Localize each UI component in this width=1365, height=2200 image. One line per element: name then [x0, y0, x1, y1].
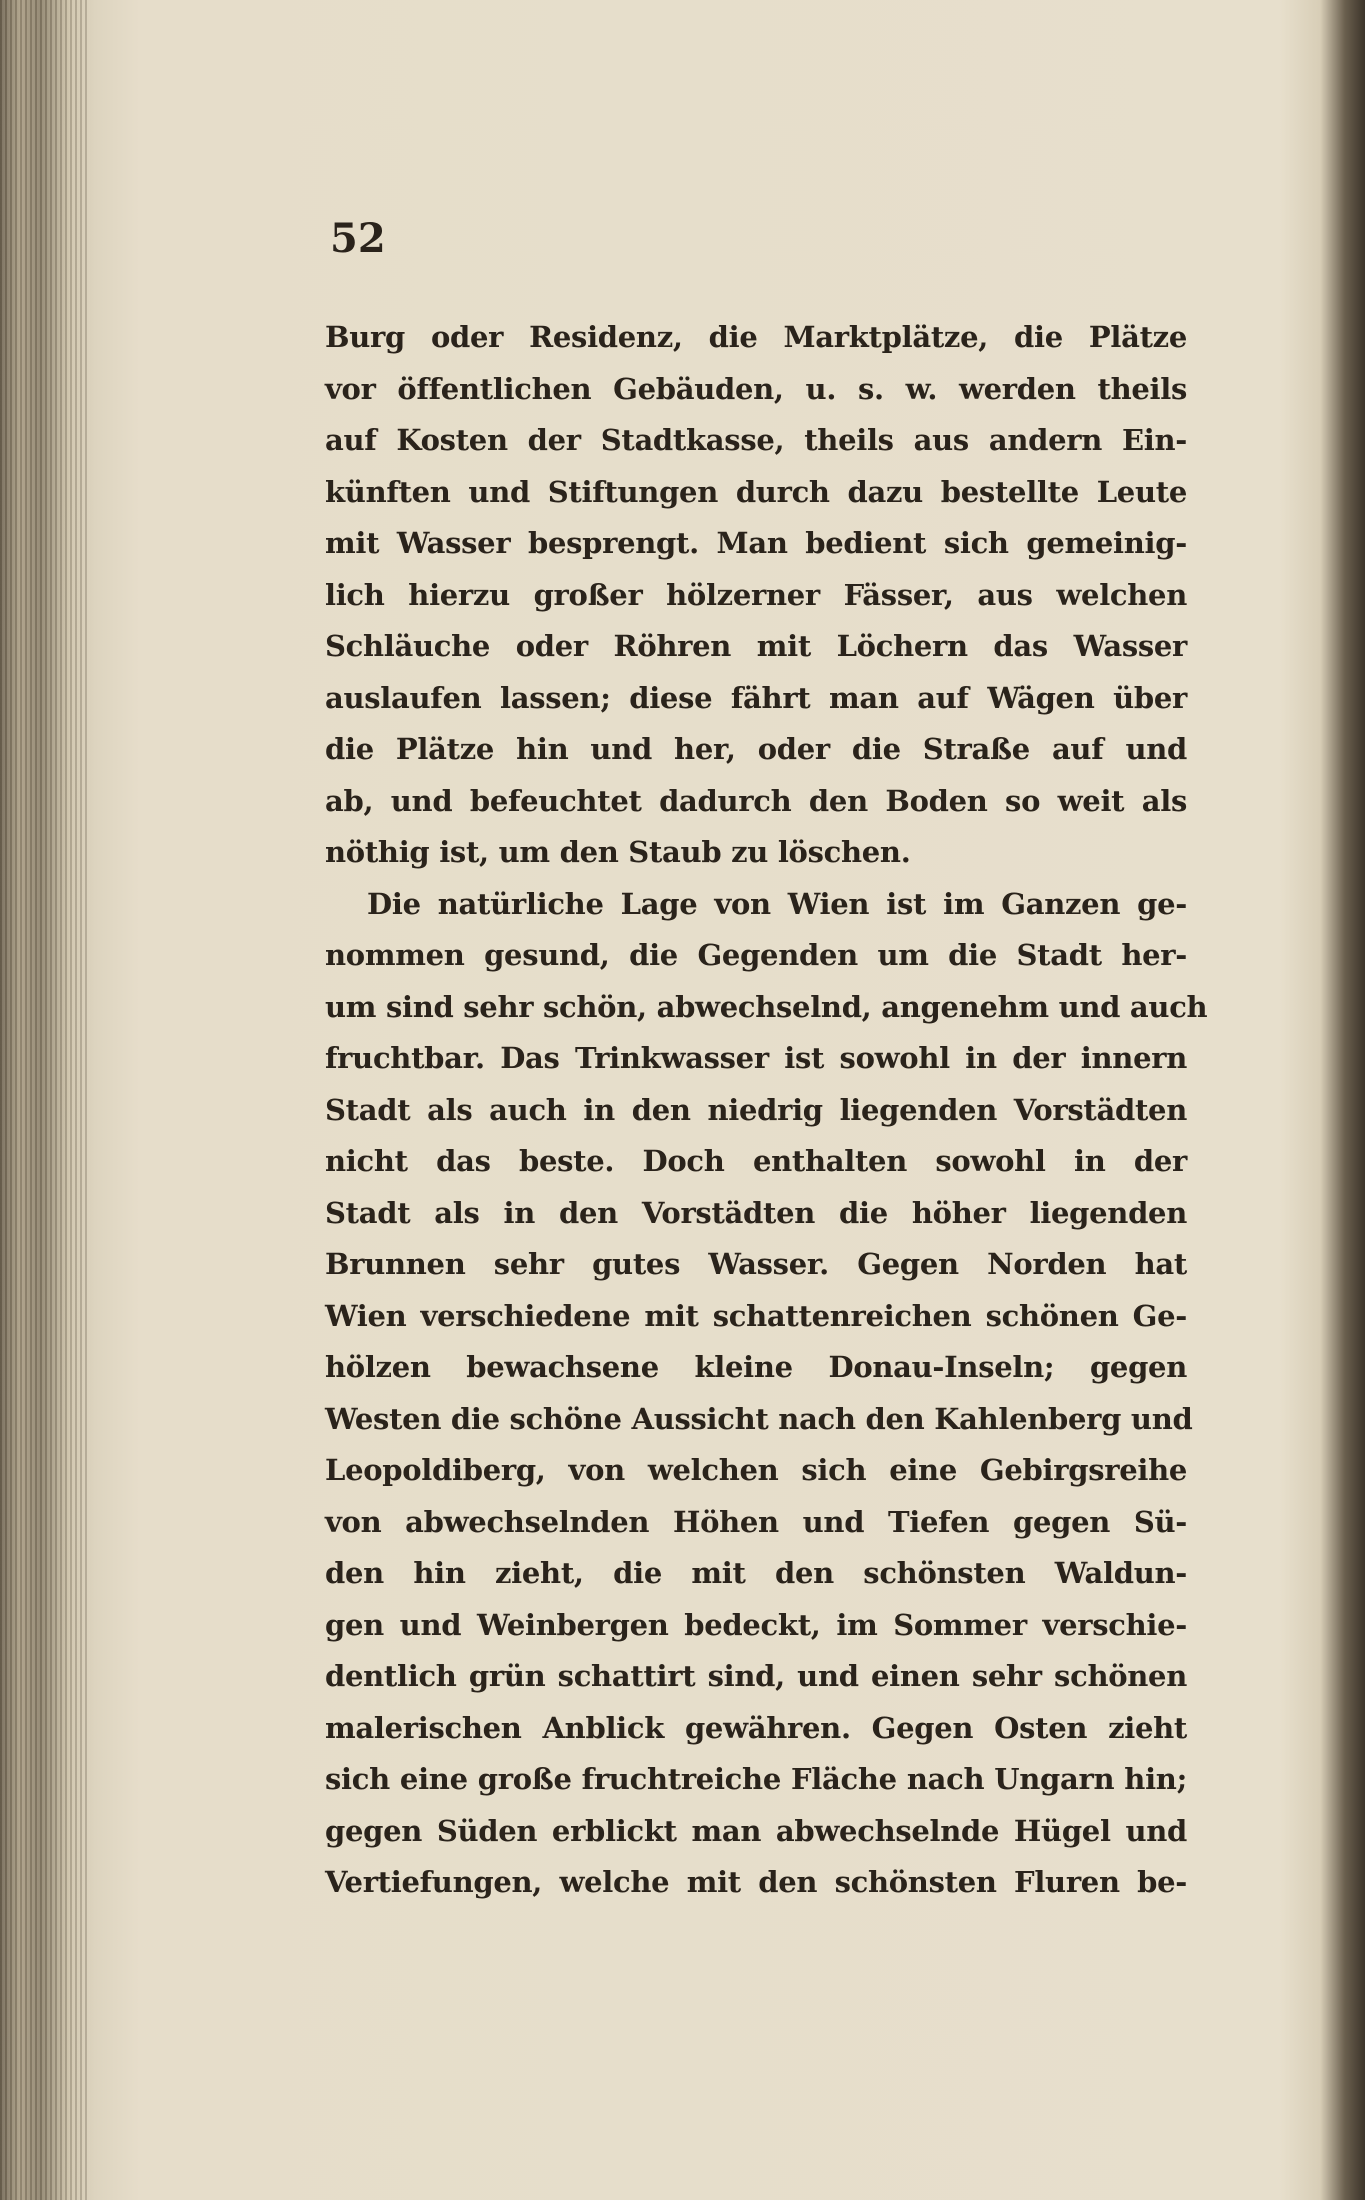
- text-line: nommen gesund, die Gegenden um die Stadt her-: [325, 938, 1187, 972]
- text-line: Stadt als auch in den niedrig liegenden Vorstädten: [325, 1092, 1187, 1127]
- text-line: Wien verschiedene mit schattenreichen schönen Ge-: [325, 1298, 1187, 1333]
- text-line: Vertiefungen, welche mit den schönsten Fluren be-: [325, 1865, 1187, 1899]
- text-line: auf Kosten der Stadtkasse, theils aus andern Ein-: [325, 423, 1187, 457]
- text-line: malerischen Anblick gewähren. Gegen Osten zieht: [325, 1710, 1187, 1745]
- text-line: die Plätze hin und her, oder die Straße auf und: [325, 732, 1187, 766]
- body-text: [325, 312, 1208, 1909]
- page-number: 52: [330, 215, 386, 262]
- text-line: nöthig ist, um den Staub zu löschen.: [325, 835, 911, 869]
- text-line: dentlich grün schattirt sind, und einen sehr schönen: [325, 1659, 1187, 1693]
- text-line: künften und Stiftungen durch dazu bestellte Leute: [325, 474, 1187, 509]
- text-line: auslaufen lassen; diese fährt man auf Wägen über: [325, 680, 1187, 715]
- text-line: Westen die schöne Aussicht nach den Kahlenberg und: [325, 1401, 1193, 1436]
- text-line: ab, und befeuchtet dadurch den Boden so weit als: [325, 783, 1187, 818]
- text-line: vor öffentlichen Gebäuden, u. s. w. werden theils: [325, 371, 1187, 406]
- text-line: Stadt als in den Vorstädten die höher liegenden: [325, 1195, 1187, 1230]
- text-line: lich hierzu großer hölzerner Fässer, aus welchen: [325, 577, 1187, 612]
- page-stack-edge: [0, 0, 90, 2200]
- text-line: hölzen bewachsene kleine Donau-Inseln; gegen: [325, 1350, 1187, 1384]
- text-line: Leopoldiberg, von welchen sich eine Gebirgsreihe: [325, 1453, 1187, 1487]
- text-line: fruchtbar. Das Trinkwasser ist sowohl in der innern: [325, 1041, 1187, 1075]
- text-line: Burg oder Residenz, die Marktplätze, die Plätze: [325, 320, 1187, 354]
- text-line: von abwechselnden Höhen und Tiefen gegen Sü-: [325, 1504, 1187, 1539]
- text-line: den hin zieht, die mit den schönsten Waldun-: [325, 1556, 1187, 1590]
- text-line: sich eine große fruchtreiche Fläche nach Ungarn hin;: [325, 1762, 1187, 1796]
- text-line: Die natürliche Lage von Wien ist im Ganzen ge-: [367, 886, 1187, 921]
- text-line: mit Wasser besprengt. Man bedient sich gemeinig-: [325, 526, 1187, 560]
- text-line: gen und Weinbergen bedeckt, im Sommer verschie-: [325, 1607, 1187, 1642]
- text-line: nicht das beste. Doch enthalten sowohl in der: [325, 1144, 1187, 1178]
- text-line: Brunnen sehr gutes Wasser. Gegen Norden hat: [325, 1247, 1187, 1281]
- text-line: gegen Süden erblickt man abwechselnde Hügel und: [325, 1813, 1187, 1848]
- text-line: Schläuche oder Röhren mit Löchern das Wasser: [325, 629, 1187, 663]
- text-line: um sind sehr schön, abwechselnd, angenehm und auch: [325, 989, 1208, 1024]
